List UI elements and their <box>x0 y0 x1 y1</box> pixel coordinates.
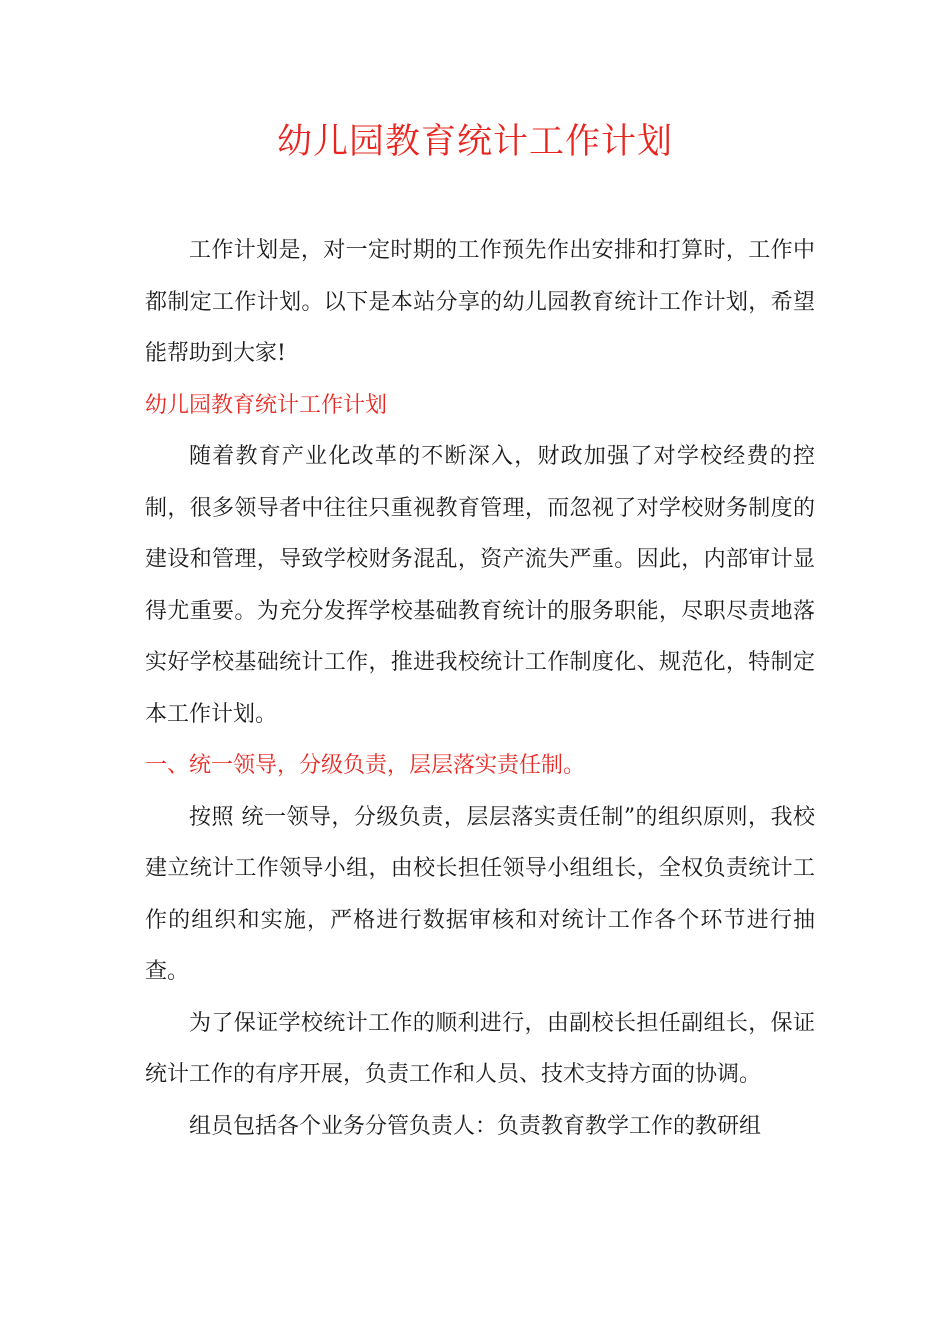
section-1-heading: 一、统一领导，分级负责，层层落实责任制。 <box>145 753 586 778</box>
body-paragraph-4: 组员包括各个业务分管负责人：负责教育教学工作的教研组 <box>189 1113 762 1139</box>
body-paragraph-1: 随着教育产业化改革的不断深入，财政加强了对学校经费的控制，很多领导者中往往只重视教育管理，而忽视了对学校财务制度的建设和管理，导致学校财务混乱，资产流失严重。因此，内部审计显得尤重要。为充分发挥学校基础教育统计的服务职能，尽职尽责地落实好学校基础统计工作，推进我校统计工作制度化、规范化，特制定本工作计划。 <box>145 444 815 727</box>
body-paragraph-3: 为了保证学校统计工作的顺利进行，由副校长担任副组长，保证统计工作的有序开展，负责工作和人员、技术支持方面的协调。 <box>145 1010 815 1087</box>
body-paragraph-2: 按照 统一领导，分级负责，层层落实责任制”的组织原则，我校建立统计工作领导小组，由校长担任领导小组组长，全权负责统计工作的组织和实施，严格进行数据审核和对统计工作各个环节进行抽查。 <box>145 804 815 984</box>
document-title: 幼儿园教育统计工作计划 <box>276 122 673 162</box>
subtitle-heading: 幼儿园教育统计工作计划 <box>145 392 388 418</box>
document-body <box>145 225 815 1152</box>
intro-paragraph: 工作计划是，对一定时期的工作预先作出安排和打算时，工作中都制定工作计划。以下是本站分享的幼儿园教育统计工作计划，希望能帮助到大家! <box>145 238 815 366</box>
